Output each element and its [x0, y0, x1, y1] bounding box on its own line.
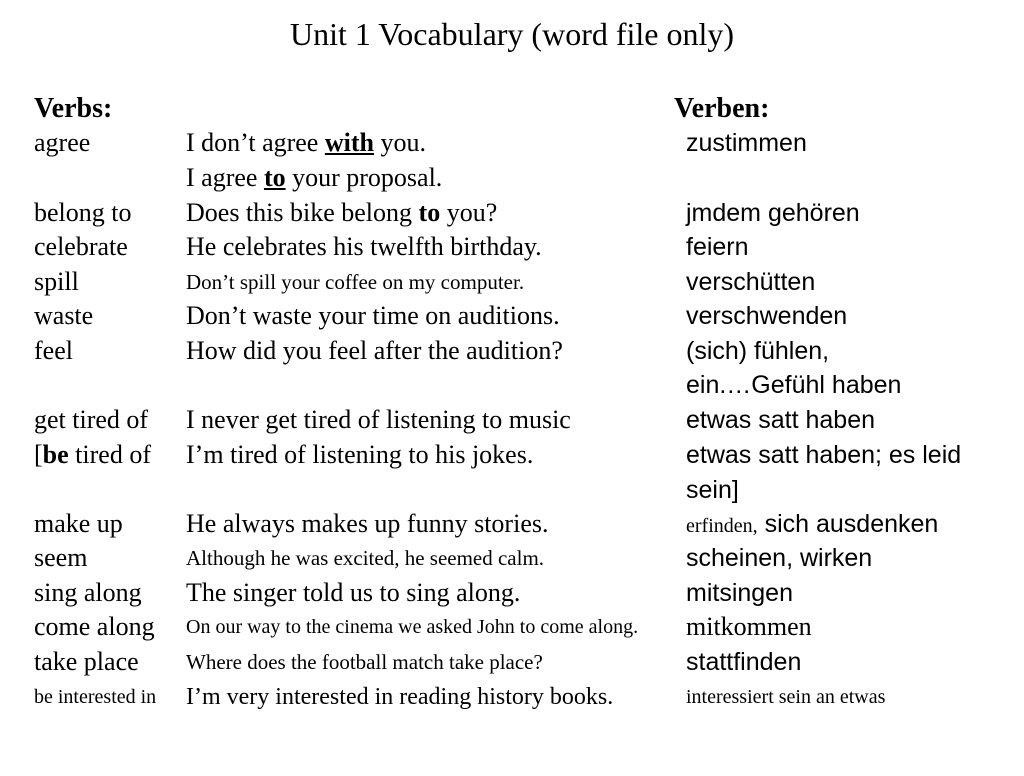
- preposition-highlight: to: [263, 163, 286, 192]
- german-translation: ein.…Gefühl haben: [686, 371, 902, 399]
- english-verb: [be tired of: [34, 440, 151, 469]
- example-sentence: Does this bike belong to you?: [186, 198, 498, 227]
- preposition-highlight: to: [418, 198, 441, 227]
- english-verb: celebrate: [34, 232, 128, 261]
- german-translation: feiern: [686, 233, 749, 261]
- example-sentence: How did you feel after the audition?: [186, 336, 563, 365]
- german-translation: mitsingen: [686, 579, 793, 607]
- example-sentence: Where does the football match take place?: [186, 650, 543, 674]
- example-sentence: I don’t agree with you.: [186, 128, 426, 157]
- german-translation: sein]: [686, 476, 739, 504]
- english-verb: take place: [34, 647, 139, 676]
- verben-heading: Verben:: [674, 93, 770, 124]
- german-translation: etwas satt haben: [686, 406, 876, 434]
- english-verb: make up: [34, 509, 123, 538]
- example-sentence: Don’t waste your time on auditions.: [186, 301, 560, 330]
- example-sentence: I’m very interested in reading history books.: [186, 684, 614, 710]
- english-verb: seem: [34, 543, 88, 572]
- english-verb: sing along: [34, 578, 142, 607]
- german-translation: mitkommen: [686, 612, 812, 641]
- english-verb: spill: [34, 267, 79, 296]
- example-sentence: Don’t spill your coffee on my computer.: [186, 270, 525, 294]
- german-translation: scheinen, wirken: [686, 544, 873, 572]
- english-verb: belong to: [34, 198, 132, 227]
- english-verb: be interested in: [34, 686, 157, 708]
- german-translation: interessiert sein an etwas: [686, 686, 886, 708]
- english-verb: get tired of: [34, 405, 149, 434]
- german-translation: jmdem gehören: [686, 199, 860, 227]
- example-sentence: He celebrates his twelfth birthday.: [186, 232, 542, 261]
- german-translation: zustimmen: [686, 129, 807, 157]
- verbs-heading: Verbs:: [34, 93, 113, 124]
- english-verb: agree: [34, 128, 91, 157]
- german-translation: verschwenden: [686, 302, 848, 330]
- german-translation: (sich) fühlen,: [686, 337, 830, 365]
- german-translation: stattfinden: [686, 648, 802, 676]
- german-translation: etwas satt haben; es leid: [686, 441, 962, 469]
- example-sentence: I’m tired of listening to his jokes.: [186, 440, 534, 469]
- example-sentence: On our way to the cinema we asked John to come along.: [186, 616, 639, 638]
- page-title: Unit 1 Vocabulary (word file only): [289, 16, 735, 52]
- example-sentence: He always makes up funny stories.: [186, 509, 549, 538]
- german-translation: verschütten: [686, 268, 816, 296]
- english-verb: waste: [34, 301, 94, 330]
- example-sentence: Although he was excited, he seemed calm.: [186, 546, 545, 570]
- english-verb: feel: [34, 336, 73, 365]
- english-verb: come along: [34, 612, 155, 641]
- example-sentence: The singer told us to sing along.: [186, 578, 521, 607]
- example-sentence: I agree to your proposal.: [186, 163, 443, 192]
- example-sentence: I never get tired of listening to music: [186, 405, 571, 434]
- preposition-highlight: with: [324, 128, 374, 157]
- german-translation: erfinden, sich ausdenken: [686, 510, 939, 538]
